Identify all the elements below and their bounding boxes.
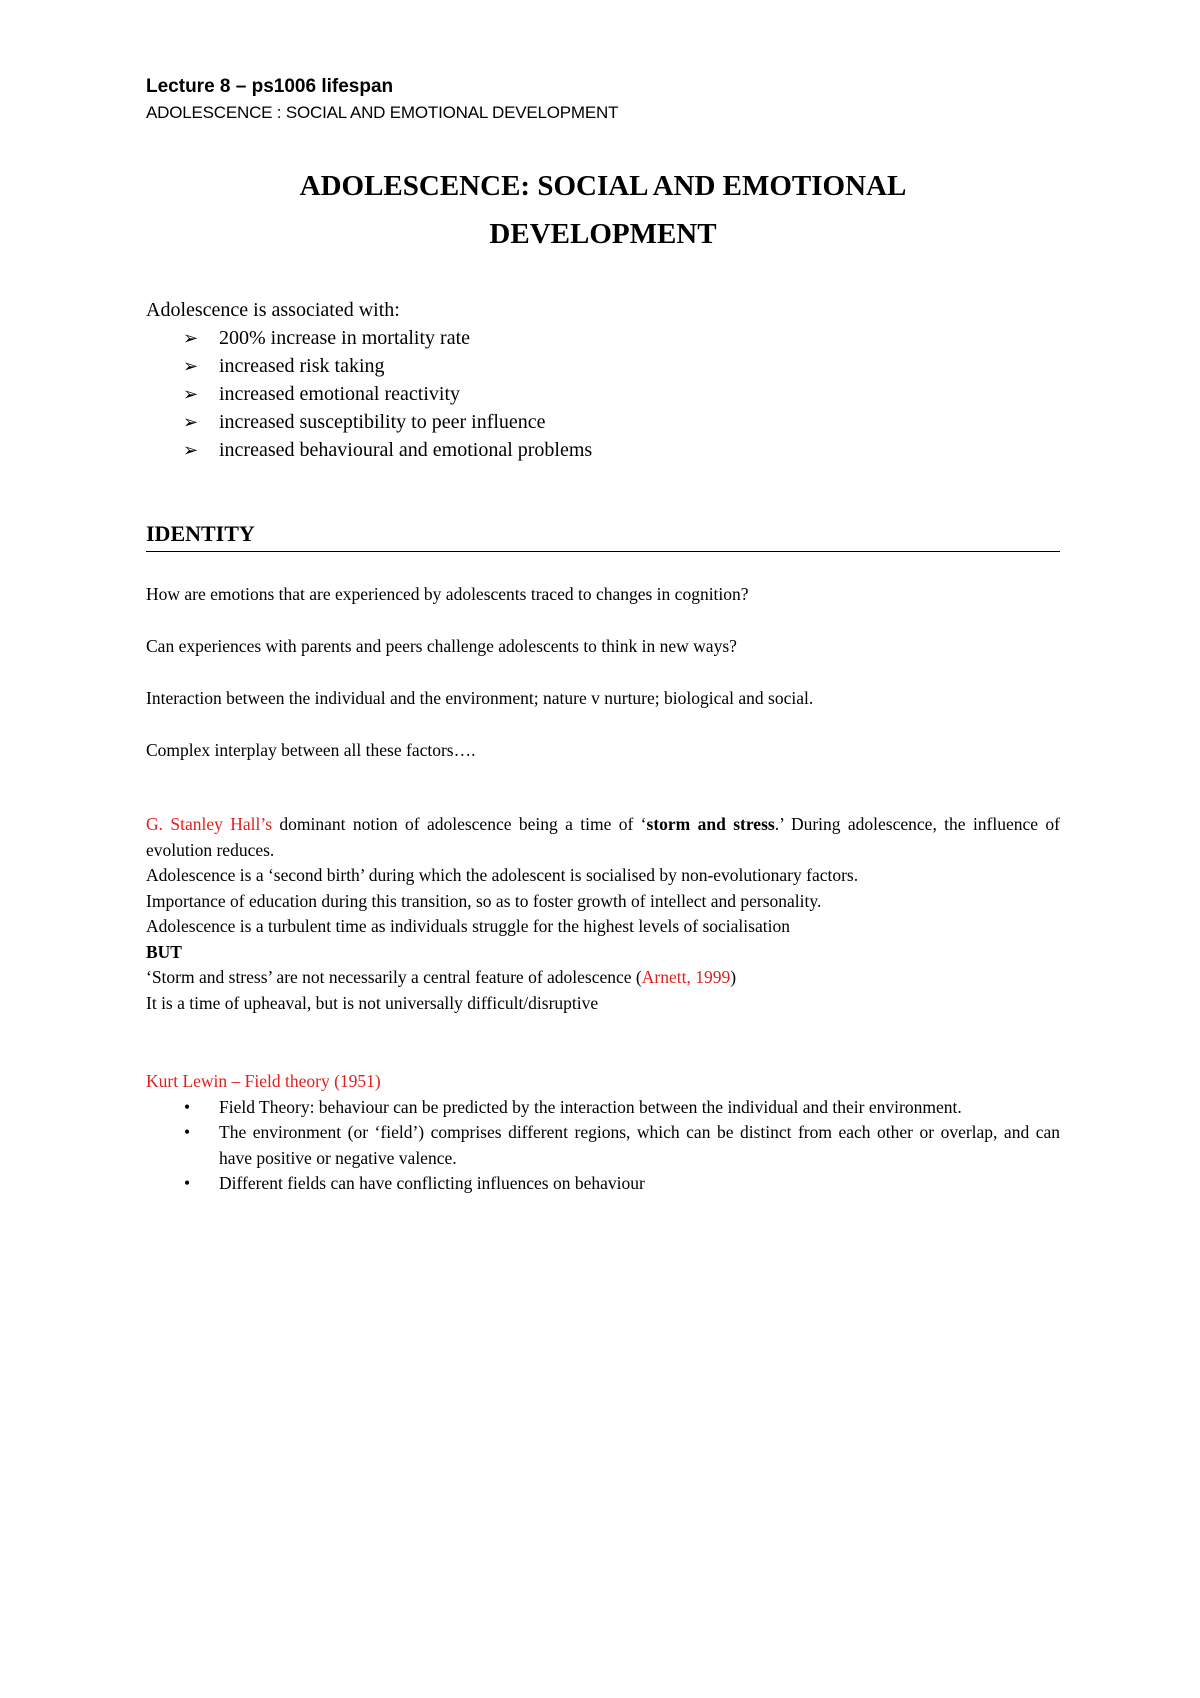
- page-header: [146, 74, 618, 126]
- hall-line: It is a time of upheaval, but is not universally difficult/disruptive: [146, 992, 599, 1013]
- but-label: BUT: [146, 941, 182, 962]
- list-item: • The environment (or ‘field’) comprises different regions, which can be distinct from each other or overlap, and can have positive or negative valence.: [184, 1122, 1060, 1168]
- bullet-icon: •: [184, 1173, 191, 1193]
- identity-question-2: Can experiences with parents and peers challenge adolescents to think in new ways?: [146, 636, 737, 656]
- arrow-bullet-icon: ➢: [183, 328, 199, 348]
- lewin-list: [146, 1095, 1060, 1197]
- list-item: ➢ increased emotional reactivity: [146, 380, 592, 408]
- identity-paragraph-4: Complex interplay between all these factors….: [146, 740, 476, 760]
- document-title: [146, 162, 1060, 258]
- list-item: • Different fields can have conflicting influences on behaviour: [146, 1171, 1060, 1197]
- hall-line: Adolescence is a turbulent time as individuals struggle for the highest levels of socialisation: [146, 916, 790, 936]
- lecture-subtitle: ADOLESCENCE : SOCIAL AND EMOTIONAL DEVELOPMENT: [146, 103, 619, 122]
- citation: Arnett, 1999: [641, 967, 731, 987]
- lewin-section: [146, 1069, 1060, 1197]
- list-item: ➢ increased behavioural and emotional problems: [146, 436, 592, 464]
- list-item: • Field Theory: behaviour can be predicted by the interaction between the individual and their environment.: [146, 1095, 1060, 1121]
- arrow-bullet-icon: ➢: [183, 384, 199, 404]
- intro-lead: Adolescence is associated with:: [146, 299, 400, 321]
- list-item: ➢ 200% increase in mortality rate: [146, 324, 592, 352]
- arrow-bullet-icon: ➢: [183, 440, 199, 460]
- emphasis: storm and stress: [646, 814, 775, 834]
- hall-line: ‘Storm and stress’ are not necessarily a central feature of adolescence (Arnett, 1999): [146, 967, 737, 987]
- list-item: ➢ increased susceptibility to peer influence: [146, 408, 592, 436]
- identity-heading: IDENTITY: [146, 519, 1060, 552]
- title-line-1: ADOLESCENCE: SOCIAL AND EMOTIONAL: [299, 170, 907, 202]
- intro-section: [146, 296, 592, 464]
- hall-line: Importance of education during this transition, so as to foster growth of intellect and personality.: [146, 890, 822, 911]
- arrow-bullet-icon: ➢: [183, 356, 199, 376]
- hall-paragraph: G. Stanley Hall’s dominant notion of adolescence being a time of ‘storm and stress.’ During adolescence, the influence of evolution reduces.: [146, 814, 1060, 860]
- intro-list: [146, 324, 592, 464]
- identity-paragraph-3: Interaction between the individual and the environment; nature v nurture; biological and social.: [146, 688, 814, 708]
- hall-line: Adolescence is a ‘second birth’ during which the adolescent is socialised by non-evolutionary factors.: [146, 865, 859, 885]
- lewin-heading: Kurt Lewin – Field theory (1951): [146, 1071, 381, 1091]
- hall-section: [146, 812, 1060, 1016]
- bullet-icon: •: [184, 1096, 191, 1117]
- title-line-2: DEVELOPMENT: [489, 218, 717, 250]
- lecture-title: Lecture 8 – ps1006 lifespan: [146, 76, 394, 97]
- identity-question-1: How are emotions that are experienced by adolescents traced to changes in cognition?: [146, 584, 749, 604]
- author-name: G. Stanley Hall’s: [146, 814, 273, 834]
- list-item: ➢ increased risk taking: [146, 352, 592, 380]
- bullet-icon: •: [184, 1122, 191, 1142]
- arrow-bullet-icon: ➢: [183, 412, 199, 432]
